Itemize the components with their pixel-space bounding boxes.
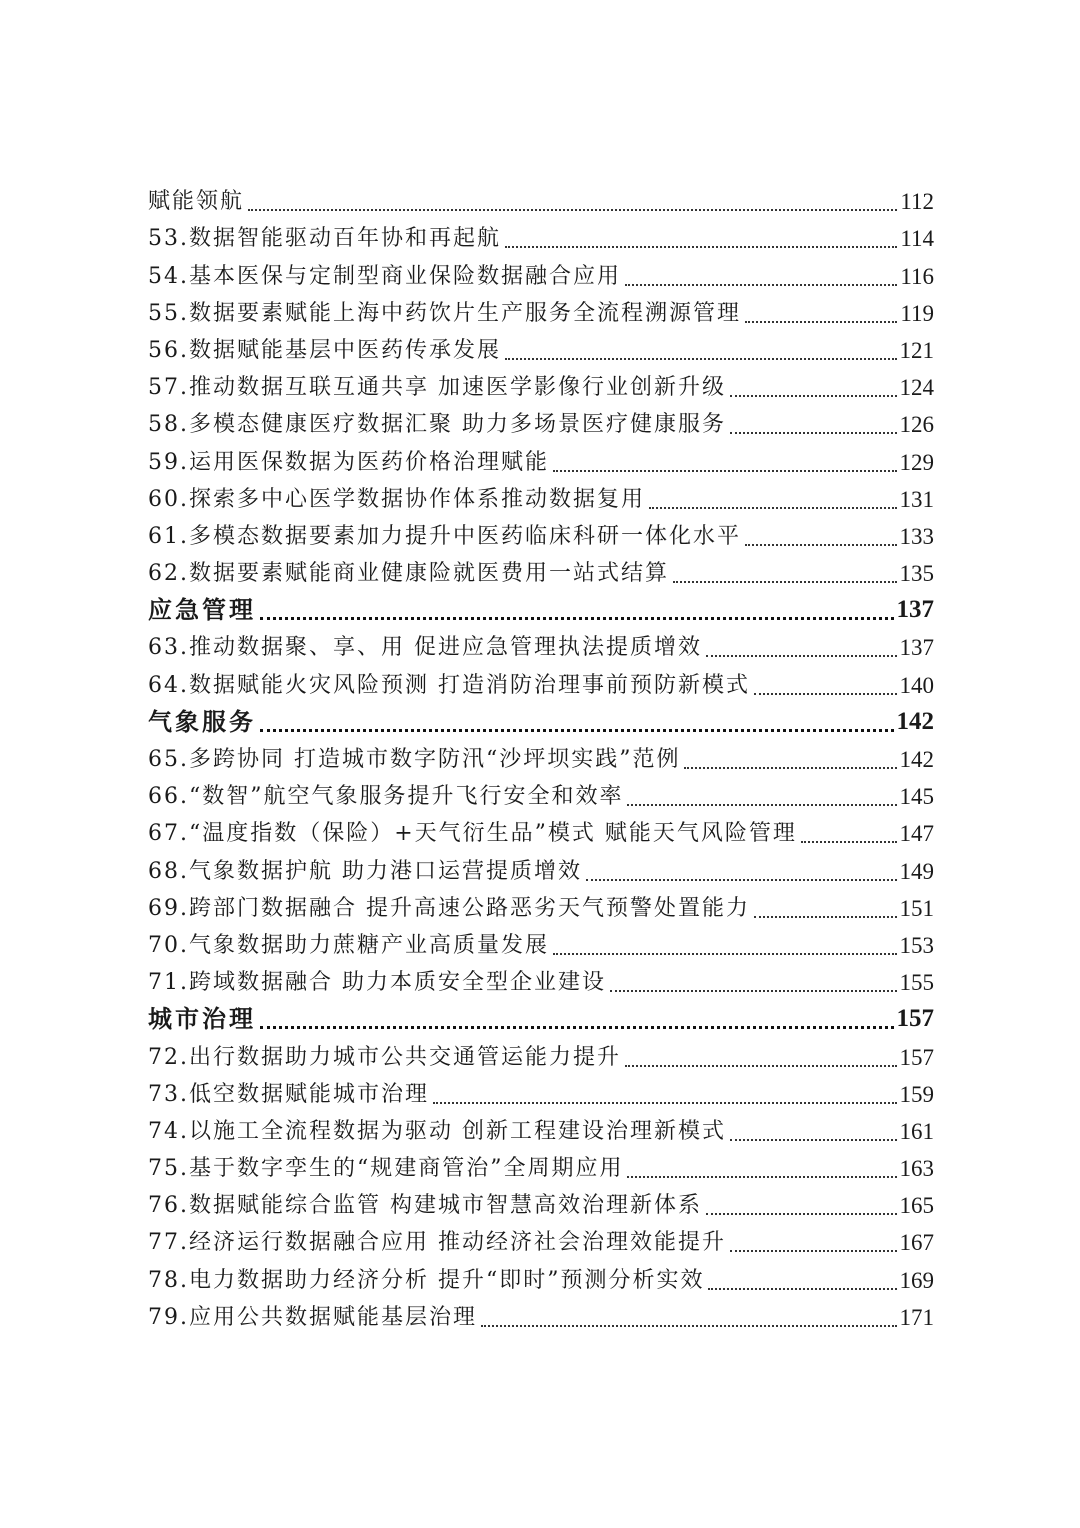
- dot-leader: [730, 1250, 897, 1252]
- toc-entry[interactable]: [148, 740, 934, 777]
- toc-entry-title: 54.基本医保与定制型商业保险数据融合应用: [148, 263, 621, 289]
- dot-leader: [706, 655, 897, 657]
- toc-entry[interactable]: [148, 665, 934, 702]
- toc-entry-title: 赋能领航: [148, 189, 245, 215]
- dot-leader: [684, 767, 896, 769]
- toc-entry-title: 53.数据智能驱动百年协和再起航: [148, 226, 501, 252]
- toc-entry-title: 67.“温度指数（保险）+天气衍生品”模式 赋能天气风险管理: [148, 821, 797, 847]
- toc-page-number: 169: [899, 1267, 934, 1293]
- toc-entry-title: 63.推动数据聚、享、用 促进应急管理执法提质增效: [148, 635, 702, 661]
- dot-leader: [260, 729, 894, 732]
- toc-entry-title: 64.数据赋能火灾风险预测 打造消防治理事前预防新模式: [148, 672, 750, 698]
- toc-section-heading[interactable]: [148, 1000, 934, 1037]
- toc-page-number: 140: [899, 672, 934, 698]
- toc-entry[interactable]: [148, 405, 934, 442]
- toc-section-heading[interactable]: [148, 703, 934, 740]
- toc-entry[interactable]: [148, 1149, 934, 1186]
- toc-entry-title: 72.出行数据助力城市公共交通管运能力提升: [148, 1044, 621, 1070]
- toc-entry-title: 69.跨部门数据融合 提升高速公路恶劣天气预警处置能力: [148, 895, 750, 921]
- toc-entry[interactable]: [148, 1186, 934, 1223]
- dot-leader: [586, 879, 897, 881]
- toc-page-number: 163: [899, 1156, 934, 1182]
- toc-section-heading[interactable]: [148, 591, 934, 628]
- toc-entry-title: 应急管理: [148, 595, 256, 625]
- toc-entry[interactable]: [148, 294, 934, 331]
- dot-leader: [553, 470, 897, 472]
- dot-leader: [801, 841, 897, 843]
- toc-entry[interactable]: [148, 1037, 934, 1074]
- toc-page-number: 119: [900, 300, 934, 326]
- dot-leader: [745, 544, 897, 546]
- toc-entry-title: 59.运用医保数据为医药价格治理赋能: [148, 449, 549, 475]
- toc-entry-title: 77.经济运行数据融合应用 推动经济社会治理效能提升: [148, 1230, 726, 1256]
- dot-leader: [706, 1213, 897, 1215]
- toc-entry-title: 75.基于数字孪生的“规建商管治”全周期应用: [148, 1156, 624, 1182]
- toc-entry-title: 73.低空数据赋能城市治理: [148, 1081, 429, 1107]
- dot-leader: [730, 1139, 897, 1141]
- toc-page-number: 137: [896, 596, 934, 624]
- toc-page-number: 155: [899, 970, 934, 996]
- toc-entry-title: 68.气象数据护航 助力港口运营提质增效: [148, 858, 582, 884]
- dot-leader: [708, 1288, 896, 1290]
- toc-page-number: 161: [899, 1118, 934, 1144]
- toc-entry-title: 55.数据要素赋能上海中药饮片生产服务全流程溯源管理: [148, 300, 741, 326]
- dot-leader: [553, 953, 897, 955]
- dot-leader: [625, 284, 897, 286]
- dot-leader: [627, 804, 896, 806]
- toc-entry[interactable]: [148, 1260, 934, 1297]
- toc-page-number: 145: [899, 784, 934, 810]
- toc-page-number: 114: [900, 226, 934, 252]
- toc-page-number: 167: [899, 1230, 934, 1256]
- toc-entry[interactable]: [148, 554, 934, 591]
- toc-entry[interactable]: [148, 963, 934, 1000]
- toc-entry[interactable]: [148, 182, 934, 219]
- toc-page-number: 137: [899, 635, 934, 661]
- toc-page-number: 142: [896, 707, 934, 735]
- toc-entry[interactable]: [148, 331, 934, 368]
- dot-leader: [673, 581, 897, 583]
- dot-leader: [745, 321, 897, 323]
- dot-leader: [260, 617, 894, 620]
- toc-page-number: 121: [899, 337, 934, 363]
- toc-entry-title: 71.跨域数据融合 助力本质安全型企业建设: [148, 970, 606, 996]
- toc-entry-title: 58.多模态健康医疗数据汇聚 助力多场景医疗健康服务: [148, 412, 726, 438]
- toc-entry-title: 60.探索多中心医学数据协作体系推动数据复用: [148, 486, 645, 512]
- toc-entry[interactable]: [148, 368, 934, 405]
- toc-entry[interactable]: [148, 1223, 934, 1260]
- toc-page-number: 149: [899, 858, 934, 884]
- dot-leader: [433, 1102, 897, 1104]
- toc-entry-title: 78.电力数据助力经济分析 提升“即时”预测分析实效: [148, 1267, 705, 1293]
- toc-entry-title: 56.数据赋能基层中医药传承发展: [148, 337, 501, 363]
- toc-page-number: 157: [896, 1005, 934, 1033]
- toc-entry[interactable]: [148, 814, 934, 851]
- dot-leader: [505, 358, 897, 360]
- dot-leader: [730, 432, 897, 434]
- toc-page-number: 157: [899, 1044, 934, 1070]
- toc-entry-title: 65.多跨协同 打造城市数字防汛“沙坪坝实践”范例: [148, 747, 681, 772]
- toc-page-number: 151: [899, 895, 934, 921]
- toc-entry[interactable]: [148, 480, 934, 517]
- toc-page-number: 116: [900, 263, 934, 289]
- toc-entry-title: 城市治理: [148, 1004, 256, 1034]
- toc-page-number: 129: [899, 449, 934, 475]
- toc-entry-title: 气象服务: [148, 706, 256, 736]
- toc-page-number: 112: [900, 189, 934, 215]
- toc-page-number: 126: [899, 412, 934, 438]
- toc-page-number: 153: [899, 932, 934, 958]
- toc-entry[interactable]: [148, 851, 934, 888]
- toc-entry-title: 62.数据要素赋能商业健康险就医费用一站式结算: [148, 561, 669, 587]
- toc-entry[interactable]: [148, 1075, 934, 1112]
- toc-entry-title: 70.气象数据助力蔗糖产业高质量发展: [148, 932, 549, 958]
- toc-page-number: 131: [899, 486, 934, 512]
- toc-entry-title: 61.多模态数据要素加力提升中医药临床科研一体化水平: [148, 523, 741, 549]
- dot-leader: [730, 395, 897, 397]
- toc-entry[interactable]: [148, 1298, 934, 1335]
- toc-entry[interactable]: [148, 219, 934, 256]
- toc-page-number: 142: [899, 747, 934, 772]
- toc-page-number: 165: [899, 1193, 934, 1219]
- toc-entry[interactable]: [148, 628, 934, 665]
- toc-entry[interactable]: [148, 256, 934, 293]
- dot-leader: [505, 246, 897, 248]
- toc-page-number: 124: [899, 375, 934, 401]
- toc-page-number: 159: [899, 1081, 934, 1107]
- table-of-contents: [148, 182, 934, 1335]
- toc-entry-title: 74.以施工全流程数据为驱动 创新工程建设治理新模式: [148, 1118, 726, 1144]
- dot-leader: [260, 1026, 894, 1029]
- dot-leader: [610, 990, 897, 992]
- dot-leader: [625, 1065, 897, 1067]
- dot-leader: [481, 1325, 897, 1327]
- dot-leader: [754, 916, 897, 918]
- dot-leader: [649, 507, 897, 509]
- toc-entry-title: 79.应用公共数据赋能基层治理: [148, 1304, 477, 1330]
- toc-page-number: 135: [899, 561, 934, 587]
- toc-entry[interactable]: [148, 442, 934, 479]
- toc-entry[interactable]: [148, 1112, 934, 1149]
- toc-page-number: 133: [899, 523, 934, 549]
- dot-leader: [754, 693, 897, 695]
- toc-entry[interactable]: [148, 517, 934, 554]
- toc-entry[interactable]: [148, 889, 934, 926]
- toc-page-number: 147: [899, 821, 934, 847]
- toc-entry[interactable]: [148, 926, 934, 963]
- dot-leader: [248, 209, 897, 211]
- toc-entry-title: 76.数据赋能综合监管 构建城市智慧高效治理新体系: [148, 1193, 702, 1219]
- toc-page-number: 171: [899, 1304, 934, 1330]
- toc-entry-title: 66.“数智”航空气象服务提升飞行安全和效率: [148, 784, 624, 810]
- toc-entry[interactable]: [148, 777, 934, 814]
- dot-leader: [627, 1176, 896, 1178]
- toc-entry-title: 57.推动数据互联互通共享 加速医学影像行业创新升级: [148, 375, 726, 401]
